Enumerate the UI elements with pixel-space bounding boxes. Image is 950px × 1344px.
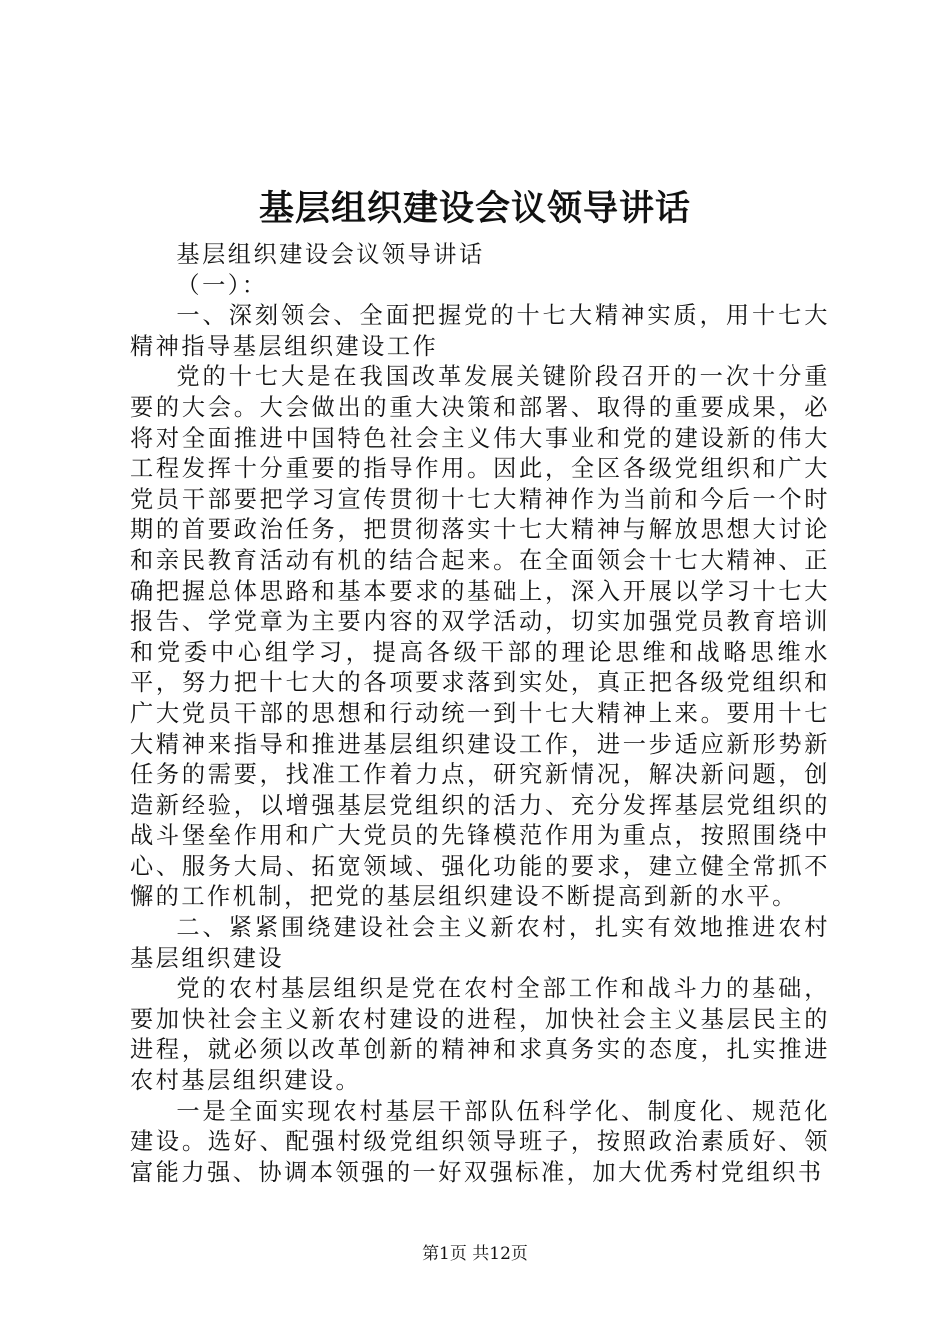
- section-heading: 二、紧紧围绕建设社会主义新农村，扎实有效地推进农村基层组织建设: [130, 914, 830, 972]
- paragraph: 党的农村基层组织是党在农村全部工作和战斗力的基础，要加快社会主义新农村建设的进程，加快社会主义基层民主的进程，就必须以改革创新的精神和求真务实的态度，扎实推进农村基层组织建设。: [130, 975, 830, 1095]
- page-number-footer: 第1页 共12页: [422, 1244, 528, 1264]
- section-heading: 一、深刻领会、全面把握党的十七大精神实质，用十七大精神指导基层组织建设工作: [130, 302, 830, 360]
- document-title: 基层组织建设会议领导讲话: [258, 188, 691, 229]
- document-body: [130, 240, 830, 1188]
- paragraph: 党的十七大是在我国改革发展关键阶段召开的一次十分重要的大会。大会做出的重大决策和部署、取得的重要成果，必将对全面推进中国特色社会主义伟大事业和党的建设新的伟大工程发挥十分重要的指导作用。因此，全区各级党组织和广大党员干部要把学习宣传贯彻十七大精神作为当前和今后一个时期的首要政治任务，把贯彻落实十七大精神与解放思想大讨论和亲民教育活动有机的结合起来。在全面领会十七大精神、正确把握总体思路和基本要求的基础上，深入开展以学习十七大报告、学党章为主要内容的双学活动，切实加强党员教育培训和党委中心组学习，提高各级干部的理论思维和战略思维水平，努力把十七大的各项要求落到实处，真正把各级党组织和广大党员干部的思想和行动统一到十七大精神上来。要用十七大精神来指导和推进基层组织建设工作，进一步适应新形势新任务的需要，找准工作着力点，研究新情况，解决新问题，创造新经验，以增强基层党组织的活力、充分发挥基层党组织的战斗堡垒作用和广大党员的先锋模范作用为重点，按照围绕中心、服务大局、拓宽领域、强化功能的要求，建立健全常抓不懈的工作机制，把党的基层组织建设不断提高到新的水平。: [130, 363, 830, 911]
- paragraph: （一）：: [176, 271, 268, 299]
- paragraph: 基层组织建设会议领导讲话: [176, 241, 485, 268]
- paragraph: 一是全面实现农村基层干部队伍科学化、制度化、规范化建设。选好、配强村级党组织领导班子，按照政治素质好、领富能力强、协调本领强的一好双强标准，加大优秀村党组织书: [130, 1097, 830, 1186]
